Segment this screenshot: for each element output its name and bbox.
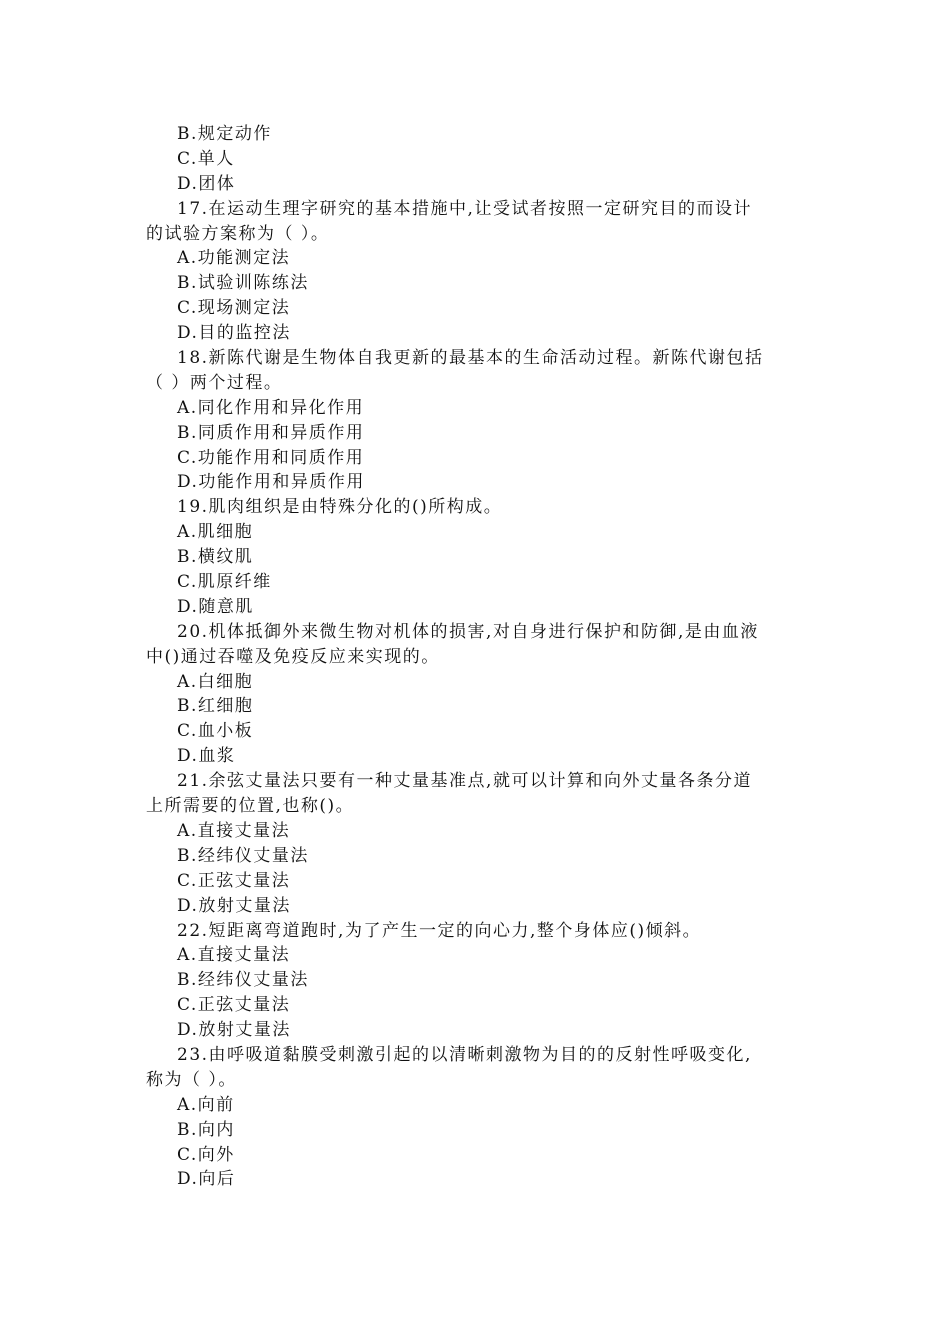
question-text: 22.短距离弯道跑时,为了产生一定的向心力,整个身体应()倾斜。 xyxy=(177,920,702,941)
option-a: A.直接丈量法 xyxy=(177,820,291,841)
option-b: B.经纬仪丈量法 xyxy=(177,845,309,866)
option-b: B.向内 xyxy=(177,1119,235,1140)
option-c: C.现场测定法 xyxy=(177,298,291,319)
option-c: C.肌原纤维 xyxy=(177,572,272,593)
question-text: 20.机体抵御外来微生物对机体的损害,对自身进行保护和防御,是由血液 xyxy=(177,621,759,642)
question-23 xyxy=(146,1043,810,1192)
option-c: C.正弦丈量法 xyxy=(177,870,291,891)
option-line: B.规定动作 xyxy=(177,124,272,144)
option-b: B.试验训陈练法 xyxy=(177,273,309,294)
option-line: D.团体 xyxy=(177,173,236,194)
question-19 xyxy=(146,495,810,619)
option-d: D.功能作用和异质作用 xyxy=(177,472,365,493)
option-d: D.放射丈量法 xyxy=(177,895,291,916)
option-c: C.功能作用和同质作用 xyxy=(177,447,365,468)
question-text-continued: 称为（ ）。 xyxy=(146,1069,237,1090)
question-text: 17.在运动生理字研究的基本措施中,让受试者按照一定研究目的而设计 xyxy=(177,198,752,219)
option-d: D.目的监控法 xyxy=(177,323,291,344)
question-text-continued: 的试验方案称为（ ）。 xyxy=(146,223,330,244)
option-a: A.功能测定法 xyxy=(177,248,291,269)
option-a: A.肌细胞 xyxy=(177,522,254,543)
option-d: D.血浆 xyxy=(177,746,236,767)
option-a: A.直接丈量法 xyxy=(177,945,291,966)
question-text-continued: 中()通过吞噬及免疫反应来实现的。 xyxy=(146,646,440,667)
question-text-continued: 上所需要的位置,也称()。 xyxy=(146,796,355,817)
option-d: D.向后 xyxy=(177,1169,236,1190)
option-d: D.随意肌 xyxy=(177,596,254,617)
option-line: C.单人 xyxy=(177,148,235,169)
document-page xyxy=(146,122,810,1192)
leading-options xyxy=(146,122,810,197)
question-18 xyxy=(146,346,810,495)
question-text: 18.新陈代谢是生物体自我更新的最基本的生命活动过程。新陈代谢包括 xyxy=(177,348,764,369)
question-text: 21.余弦丈量法只要有一种丈量基准点,就可以计算和向外丈量各条分道 xyxy=(177,771,752,792)
question-text-continued: （ ）两个过程。 xyxy=(146,372,283,393)
option-a: A.同化作用和异化作用 xyxy=(177,397,365,418)
question-text: 23.由呼吸道黏膜受刺激引起的以清晰刺激物为目的的反射性呼吸变化, xyxy=(177,1044,752,1065)
option-b: B.经纬仪丈量法 xyxy=(177,970,309,991)
question-20 xyxy=(146,620,810,769)
question-22 xyxy=(146,919,810,1043)
question-17 xyxy=(146,197,810,346)
option-b: B.横纹肌 xyxy=(177,547,254,568)
question-text: 19.肌肉组织是由特殊分化的()所构成。 xyxy=(177,497,503,518)
option-d: D.放射丈量法 xyxy=(177,1020,291,1041)
option-c: C.血小板 xyxy=(177,721,254,742)
option-a: A.向前 xyxy=(177,1094,235,1115)
option-b: B.同质作用和异质作用 xyxy=(177,422,365,443)
option-c: C.向外 xyxy=(177,1144,235,1165)
option-a: A.白细胞 xyxy=(177,671,254,692)
question-21 xyxy=(146,769,810,918)
option-b: B.红细胞 xyxy=(177,696,254,717)
option-c: C.正弦丈量法 xyxy=(177,995,291,1016)
